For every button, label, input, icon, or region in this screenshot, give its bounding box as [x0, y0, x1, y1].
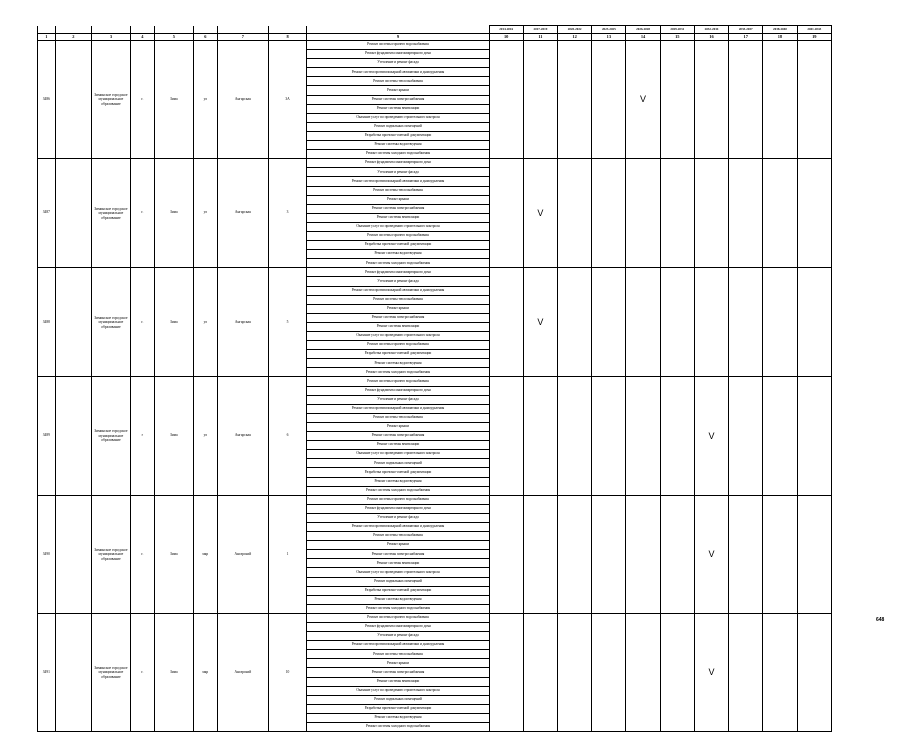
- work-type-cell: Оказание услуг по проведению строительного контроля: [307, 568, 489, 577]
- work-row: [38, 495, 832, 504]
- city-cell: Зима: [155, 159, 194, 268]
- page-number: 648: [876, 617, 885, 623]
- work-type-cell: Ремонт фундамента многоквартирного дома: [307, 50, 489, 59]
- period-mark-cell: V: [523, 159, 557, 268]
- header-blank-cell: [92, 26, 131, 34]
- period-cell: [694, 41, 728, 159]
- period-cell: [489, 377, 523, 495]
- record-id-cell: 3488: [38, 268, 56, 377]
- header-blank-cell: [217, 26, 268, 34]
- work-type-cell: Утепление и ремонт фасада: [307, 168, 489, 177]
- house-number-cell: 3А: [268, 41, 307, 159]
- empty-cell: [55, 495, 91, 613]
- street-type-cell: мкр: [193, 613, 217, 731]
- street-type-cell: ул: [193, 377, 217, 495]
- column-number-cell: 9: [307, 34, 489, 41]
- work-type-cell: Ремонт системы водоотведения: [307, 477, 489, 486]
- work-type-cell: Утепление и ремонт фасада: [307, 395, 489, 404]
- municipality-cell: Зиминское городское муниципальное образование: [92, 495, 131, 613]
- work-type-cell: Ремонт подвальных помещений: [307, 577, 489, 586]
- work-type-cell: Ремонт подвальных помещений: [307, 459, 489, 468]
- period-cell: [489, 613, 523, 731]
- work-type-cell: Ремонт системы электроснабжения: [307, 95, 489, 104]
- period-header-cell: 2014-2016: [489, 26, 523, 34]
- header-blank-cell: [268, 26, 307, 34]
- work-type-cell: Ремонт системы электроснабжения: [307, 313, 489, 322]
- work-type-cell: Ремонт крыши: [307, 86, 489, 95]
- work-type-cell: Оказание услуг по проведению строительного контроля: [307, 222, 489, 231]
- work-type-cell: Ремонт системы водоотведения: [307, 250, 489, 259]
- work-type-cell: Ремонт фундамента многоквартирного дома: [307, 386, 489, 395]
- municipality-cell: Зиминское городское муниципальное образование: [92, 41, 131, 159]
- period-cell: [763, 613, 797, 731]
- work-type-cell: Ремонт подвальных помещений: [307, 695, 489, 704]
- period-cell: [797, 159, 831, 268]
- period-cell: [592, 613, 626, 731]
- work-type-cell: Разработка проектно-сметной документации: [307, 241, 489, 250]
- work-type-cell: Ремонт системы горячего водоснабжения: [307, 341, 489, 350]
- header-blank-cell: [193, 26, 217, 34]
- period-cell: [626, 495, 660, 613]
- work-type-cell: Ремонт системы холодного водоснабжения: [307, 604, 489, 613]
- work-type-cell: Ремонт крыши: [307, 541, 489, 550]
- work-type-cell: Ремонт фундамента многоквартирного дома: [307, 159, 489, 168]
- street-type-cell: мкр: [193, 495, 217, 613]
- work-type-cell: Ремонт системы электроснабжения: [307, 432, 489, 441]
- work-type-cell: Ремонт систем противопожарной автоматики и дымоудаления: [307, 641, 489, 650]
- period-cell: [660, 41, 694, 159]
- period-cell: [592, 495, 626, 613]
- empty-cell: [55, 377, 91, 495]
- period-header-cell: 2023-2025: [592, 26, 626, 34]
- period-cell: [694, 159, 728, 268]
- work-type-cell: Ремонт системы электроснабжения: [307, 550, 489, 559]
- city-type-cell: г: [130, 377, 154, 495]
- work-type-cell: Ремонт системы горячего водоснабжения: [307, 613, 489, 622]
- capital-repair-schedule-table: [37, 25, 832, 732]
- period-cell: [797, 41, 831, 159]
- house-number-cell: 6: [268, 377, 307, 495]
- period-mark-cell: V: [523, 268, 557, 377]
- column-number-cell: 12: [558, 34, 592, 41]
- empty-cell: [55, 268, 91, 377]
- street-type-cell: ул: [193, 159, 217, 268]
- column-number-cell: 13: [592, 34, 626, 41]
- work-row: [38, 41, 832, 50]
- municipality-cell: Зиминское городское муниципальное образование: [92, 613, 131, 731]
- street-cell: Ангарский: [217, 613, 268, 731]
- house-number-cell: 5: [268, 268, 307, 377]
- work-type-cell: Ремонт системы холодного водоснабжения: [307, 150, 489, 159]
- work-type-cell: Ремонт фундамента многоквартирного дома: [307, 268, 489, 277]
- column-number-cell: 17: [729, 34, 763, 41]
- work-type-cell: Оказание услуг по проведению строительного контроля: [307, 332, 489, 341]
- work-type-cell: Ремонт системы водоотведения: [307, 141, 489, 150]
- column-number-row: [38, 34, 832, 41]
- period-cell: [660, 268, 694, 377]
- work-type-cell: Ремонт системы горячего водоснабжения: [307, 377, 489, 386]
- period-header-cell: 2017-2019: [523, 26, 557, 34]
- street-cell: Ангарская: [217, 377, 268, 495]
- period-cell: [626, 159, 660, 268]
- column-number-cell: 16: [694, 34, 728, 41]
- city-cell: Зима: [155, 41, 194, 159]
- city-cell: Зима: [155, 377, 194, 495]
- work-type-cell: Ремонт подвальных помещений: [307, 122, 489, 131]
- work-type-cell: Ремонт систем противопожарной автоматики и дымоудаления: [307, 522, 489, 531]
- work-type-cell: Разработка проектно-сметной документации: [307, 350, 489, 359]
- period-cell: [523, 613, 557, 731]
- header-blank-cell: [38, 26, 56, 34]
- header-blank-cell: [307, 26, 489, 34]
- work-type-cell: Разработка проектно-сметной документации: [307, 131, 489, 140]
- period-cell: [592, 268, 626, 377]
- street-cell: Ангарская: [217, 159, 268, 268]
- period-cell: [558, 613, 592, 731]
- work-type-cell: Утепление и ремонт фасада: [307, 632, 489, 641]
- city-cell: Зима: [155, 613, 194, 731]
- work-row: [38, 613, 832, 622]
- period-cell: [797, 377, 831, 495]
- period-header-cell: 2035-2037: [729, 26, 763, 34]
- period-mark-cell: V: [626, 41, 660, 159]
- city-cell: Зима: [155, 495, 194, 613]
- period-cell: [489, 268, 523, 377]
- work-type-cell: Ремонт системы электроснабжения: [307, 204, 489, 213]
- period-cell: [797, 613, 831, 731]
- period-cell: [763, 41, 797, 159]
- empty-cell: [55, 159, 91, 268]
- period-cell: [592, 41, 626, 159]
- period-cell: [592, 159, 626, 268]
- period-cell: [523, 377, 557, 495]
- column-number-cell: 11: [523, 34, 557, 41]
- column-number-cell: 3: [92, 34, 131, 41]
- work-type-cell: Разработка проектно-сметной документации: [307, 586, 489, 595]
- city-type-cell: г.: [130, 159, 154, 268]
- work-type-cell: Ремонт системы горячего водоснабжения: [307, 495, 489, 504]
- municipality-cell: Зиминское городское муниципальное образование: [92, 159, 131, 268]
- record-id-cell: 3490: [38, 495, 56, 613]
- period-cell: [626, 268, 660, 377]
- house-number-cell: 3: [268, 159, 307, 268]
- column-number-cell: 8: [268, 34, 307, 41]
- work-type-cell: Оказание услуг по проведению строительного контроля: [307, 686, 489, 695]
- record-id-cell: 3486: [38, 41, 56, 159]
- period-cell: [558, 268, 592, 377]
- period-header-row: [38, 26, 832, 34]
- column-number-cell: 10: [489, 34, 523, 41]
- period-header-cell: 2032-2034: [694, 26, 728, 34]
- period-header-cell: 2026-2028: [626, 26, 660, 34]
- period-header-cell: 2038-2040: [763, 26, 797, 34]
- period-header-cell: 2041-2043: [797, 26, 831, 34]
- period-cell: [729, 159, 763, 268]
- column-number-cell: 19: [797, 34, 831, 41]
- column-number-cell: 1: [38, 34, 56, 41]
- period-cell: [694, 268, 728, 377]
- city-cell: Зима: [155, 268, 194, 377]
- period-cell: [523, 495, 557, 613]
- column-number-cell: 18: [763, 34, 797, 41]
- period-cell: [763, 495, 797, 613]
- period-cell: [489, 41, 523, 159]
- period-cell: [558, 495, 592, 613]
- work-type-cell: Ремонт крыши: [307, 304, 489, 313]
- period-cell: [729, 41, 763, 159]
- record-id-cell: 3489: [38, 377, 56, 495]
- work-type-cell: Ремонт системы теплоснабжения: [307, 295, 489, 304]
- work-row: [38, 159, 832, 168]
- work-type-cell: Ремонт системы теплоснабжения: [307, 77, 489, 86]
- work-type-cell: Ремонт систем противопожарной автоматики и дымоудаления: [307, 286, 489, 295]
- street-type-cell: ул: [193, 41, 217, 159]
- work-type-cell: Ремонт систем противопожарной автоматики и дымоудаления: [307, 177, 489, 186]
- work-row: [38, 268, 832, 277]
- empty-cell: [55, 613, 91, 731]
- work-type-cell: Ремонт системы холодного водоснабжения: [307, 368, 489, 377]
- work-type-cell: Ремонт системы вентиляции: [307, 559, 489, 568]
- work-type-cell: Ремонт систем противопожарной автоматики и дымоудаления: [307, 404, 489, 413]
- period-header-cell: 2029-2031: [660, 26, 694, 34]
- work-type-cell: Ремонт системы вентиляции: [307, 677, 489, 686]
- record-id-cell: 3487: [38, 159, 56, 268]
- period-cell: [660, 495, 694, 613]
- period-cell: [489, 495, 523, 613]
- period-cell: [592, 377, 626, 495]
- work-type-cell: Ремонт системы водоотведения: [307, 595, 489, 604]
- work-type-cell: Ремонт системы электроснабжения: [307, 668, 489, 677]
- work-type-cell: Утепление и ремонт фасада: [307, 513, 489, 522]
- work-type-cell: Ремонт фундамента многоквартирного дома: [307, 623, 489, 632]
- column-number-cell: 6: [193, 34, 217, 41]
- period-cell: [558, 41, 592, 159]
- city-type-cell: г.: [130, 613, 154, 731]
- column-number-cell: 4: [130, 34, 154, 41]
- period-cell: [660, 613, 694, 731]
- house-number-cell: 1: [268, 495, 307, 613]
- work-type-cell: Ремонт системы теплоснабжения: [307, 186, 489, 195]
- work-type-cell: Ремонт крыши: [307, 659, 489, 668]
- column-number-cell: 14: [626, 34, 660, 41]
- work-type-cell: Ремонт системы холодного водоснабжения: [307, 259, 489, 268]
- period-mark-cell: V: [694, 613, 728, 731]
- city-type-cell: г.: [130, 495, 154, 613]
- work-type-cell: Утепление и ремонт фасада: [307, 277, 489, 286]
- work-type-cell: Ремонт системы холодного водоснабжения: [307, 723, 489, 732]
- period-cell: [523, 41, 557, 159]
- work-type-cell: Ремонт системы холодного водоснабжения: [307, 486, 489, 495]
- period-header-cell: 2020-2022: [558, 26, 592, 34]
- work-type-cell: Оказание услуг по проведению строительного контроля: [307, 113, 489, 122]
- work-type-cell: Ремонт системы вентиляции: [307, 104, 489, 113]
- work-type-cell: Ремонт системы теплоснабжения: [307, 650, 489, 659]
- period-cell: [729, 613, 763, 731]
- work-type-cell: Ремонт системы горячего водоснабжения: [307, 231, 489, 240]
- period-cell: [797, 495, 831, 613]
- column-number-cell: 7: [217, 34, 268, 41]
- column-number-cell: 15: [660, 34, 694, 41]
- period-cell: [797, 268, 831, 377]
- period-cell: [660, 377, 694, 495]
- period-cell: [489, 159, 523, 268]
- work-type-cell: Ремонт системы водоотведения: [307, 713, 489, 722]
- work-type-cell: Ремонт фундамента многоквартирного дома: [307, 504, 489, 513]
- header-blank-cell: [155, 26, 194, 34]
- record-id-cell: 3491: [38, 613, 56, 731]
- street-cell: Ангарская: [217, 41, 268, 159]
- period-cell: [626, 613, 660, 731]
- work-type-cell: Разработка проектно-сметной документации: [307, 704, 489, 713]
- work-type-cell: Ремонт систем противопожарной автоматики и дымоудаления: [307, 68, 489, 77]
- period-cell: [660, 159, 694, 268]
- column-number-cell: 2: [55, 34, 91, 41]
- column-number-cell: 5: [155, 34, 194, 41]
- header-blank-cell: [130, 26, 154, 34]
- municipality-cell: Зиминское городское муниципальное образование: [92, 268, 131, 377]
- period-cell: [729, 495, 763, 613]
- period-cell: [763, 377, 797, 495]
- work-type-cell: Ремонт системы теплоснабжения: [307, 532, 489, 541]
- work-type-cell: Ремонт системы вентиляции: [307, 213, 489, 222]
- street-cell: Ангарская: [217, 268, 268, 377]
- work-type-cell: Ремонт системы теплоснабжения: [307, 413, 489, 422]
- header-blank-cell: [55, 26, 91, 34]
- work-type-cell: Ремонт системы горячего водоснабжения: [307, 41, 489, 50]
- period-cell: [626, 377, 660, 495]
- work-type-cell: Ремонт системы вентиляции: [307, 441, 489, 450]
- work-type-cell: Ремонт системы водоотведения: [307, 359, 489, 368]
- house-number-cell: 10: [268, 613, 307, 731]
- period-mark-cell: V: [694, 495, 728, 613]
- municipality-cell: Зиминское городское муниципальное образование: [92, 377, 131, 495]
- period-cell: [763, 268, 797, 377]
- city-type-cell: г.: [130, 41, 154, 159]
- period-cell: [558, 159, 592, 268]
- work-type-cell: Утепление и ремонт фасада: [307, 59, 489, 68]
- city-type-cell: г.: [130, 268, 154, 377]
- period-cell: [729, 268, 763, 377]
- street-cell: Ангарский: [217, 495, 268, 613]
- work-row: [38, 377, 832, 386]
- empty-cell: [55, 41, 91, 159]
- street-type-cell: ул: [193, 268, 217, 377]
- period-cell: [558, 377, 592, 495]
- period-cell: [763, 159, 797, 268]
- work-type-cell: Ремонт крыши: [307, 422, 489, 431]
- work-type-cell: Разработка проектно-сметной документации: [307, 468, 489, 477]
- work-type-cell: Оказание услуг по проведению строительного контроля: [307, 450, 489, 459]
- period-mark-cell: V: [694, 377, 728, 495]
- work-type-cell: Ремонт системы вентиляции: [307, 322, 489, 331]
- work-type-cell: Ремонт крыши: [307, 195, 489, 204]
- period-cell: [729, 377, 763, 495]
